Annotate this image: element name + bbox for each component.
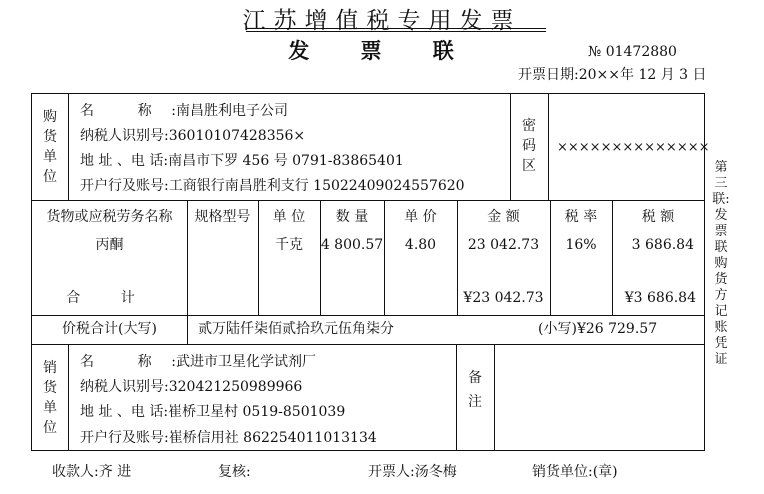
col-header-amount: 金 额 xyxy=(487,209,520,225)
col-divider xyxy=(187,315,188,344)
buyer-name: 南昌胜利电子公司 xyxy=(176,103,288,119)
grand-total-small-label: (小写) xyxy=(538,321,577,337)
col-divider xyxy=(510,94,511,200)
buyer-address-label: 地 址 、电 话: xyxy=(80,153,169,169)
col-header-quantity: 数 量 xyxy=(335,209,369,225)
grand-total-label: 价税合计(大写) xyxy=(62,321,157,337)
buyer-section-label: 购货单位 xyxy=(43,109,57,185)
seller-taxid-label: 纳税人识别号: xyxy=(80,379,169,395)
seller-bank: 崔桥信用社 862254011013134 xyxy=(168,430,377,446)
col-divider xyxy=(456,344,457,451)
invoice-form xyxy=(31,93,710,451)
item-name: 丙酮 xyxy=(95,237,124,253)
grand-total-in-figures: ¥26 729.57 xyxy=(576,321,658,337)
row-divider xyxy=(32,315,704,316)
seller-taxid: 320421250989966 xyxy=(168,379,303,395)
col-divider xyxy=(68,94,69,200)
total-tax: ¥3 686.84 xyxy=(624,290,696,306)
buyer-address-row xyxy=(80,153,404,169)
seller-seal: 销货单位:(章) xyxy=(532,464,618,480)
cipher-label: 密码区 xyxy=(522,118,536,174)
col-header-name: 货物或应税劳务名称 xyxy=(46,209,173,225)
invoice-title: 江苏增值税专用发票 xyxy=(242,8,522,34)
buyer-bank-label: 开户行及账号: xyxy=(80,178,169,194)
item-tax-rate: 16% xyxy=(565,237,597,253)
item-unit: 千克 xyxy=(275,237,303,253)
col-divider xyxy=(494,344,495,451)
col-header-spec: 规格型号 xyxy=(194,209,251,225)
row-divider xyxy=(32,344,704,345)
col-header-unit: 单 位 xyxy=(272,209,306,225)
col-header-tax-rate: 税 率 xyxy=(564,209,598,225)
buyer-taxid-row xyxy=(80,128,305,144)
seller-bank-row xyxy=(80,430,377,446)
issue-date: 开票日期:20××年 12 月 3 日 xyxy=(518,67,707,83)
total-label: 合 计 xyxy=(66,290,153,306)
buyer-name-label: 名 称: xyxy=(80,103,176,119)
item-unit-price: 4.80 xyxy=(404,237,437,253)
seller-address-row xyxy=(80,404,345,420)
seller-address: 崔桥卫星村 0519-8501039 xyxy=(168,404,346,420)
item-quantity: 4 800.57 xyxy=(320,237,384,253)
buyer-address: 南昌市下罗 456 号 0791-83865401 xyxy=(168,153,404,169)
item-amount: 23 042.73 xyxy=(467,237,540,253)
invoice-subtitle: 发 票 联 xyxy=(288,38,476,63)
buyer-bank-row xyxy=(80,178,465,194)
seller-name-label: 名 称: xyxy=(80,354,176,370)
title-underline xyxy=(246,31,546,32)
col-divider xyxy=(548,94,549,200)
seller-taxid-row xyxy=(80,379,302,395)
seller-address-label: 地 址 、电 话: xyxy=(80,404,169,420)
row-divider xyxy=(32,200,704,201)
col-header-unit-price: 单 价 xyxy=(404,209,437,225)
buyer-bank: 工商银行南昌胜利支行 15022409024557620 xyxy=(168,178,465,194)
seller-name-row xyxy=(80,354,316,370)
seller-section-label: 销货单位 xyxy=(43,360,57,436)
seller-name: 武进市卫星化学试剂厂 xyxy=(176,354,316,370)
col-divider xyxy=(68,344,69,451)
seller-bank-label: 开户行及账号: xyxy=(80,430,169,446)
grand-total-in-words: 贰万陆仟柒佰贰拾玖元伍角柒分 xyxy=(198,321,394,337)
cipher-content: ×××××××××××××× xyxy=(557,140,710,155)
buyer-taxid-label: 纳税人识别号: xyxy=(80,128,169,144)
buyer-name-row xyxy=(80,103,288,119)
grand-total-figures-row xyxy=(538,321,657,337)
total-amount: ¥23 042.73 xyxy=(463,290,544,306)
copy-note: 第三联:发票联 购货方记账凭证 xyxy=(712,160,730,367)
reviewer: 复核: xyxy=(218,464,251,480)
drawer: 开票人:汤冬梅 xyxy=(368,464,457,480)
serial-number: № 01472880 xyxy=(588,44,677,60)
item-tax: 3 686.84 xyxy=(631,237,694,253)
buyer-taxid: 36010107428356× xyxy=(168,128,306,144)
title-underline xyxy=(246,28,546,29)
payee: 收款人:齐 进 xyxy=(52,464,132,480)
remarks-label: 备注 xyxy=(468,370,482,410)
col-header-tax: 税 额 xyxy=(641,209,675,225)
